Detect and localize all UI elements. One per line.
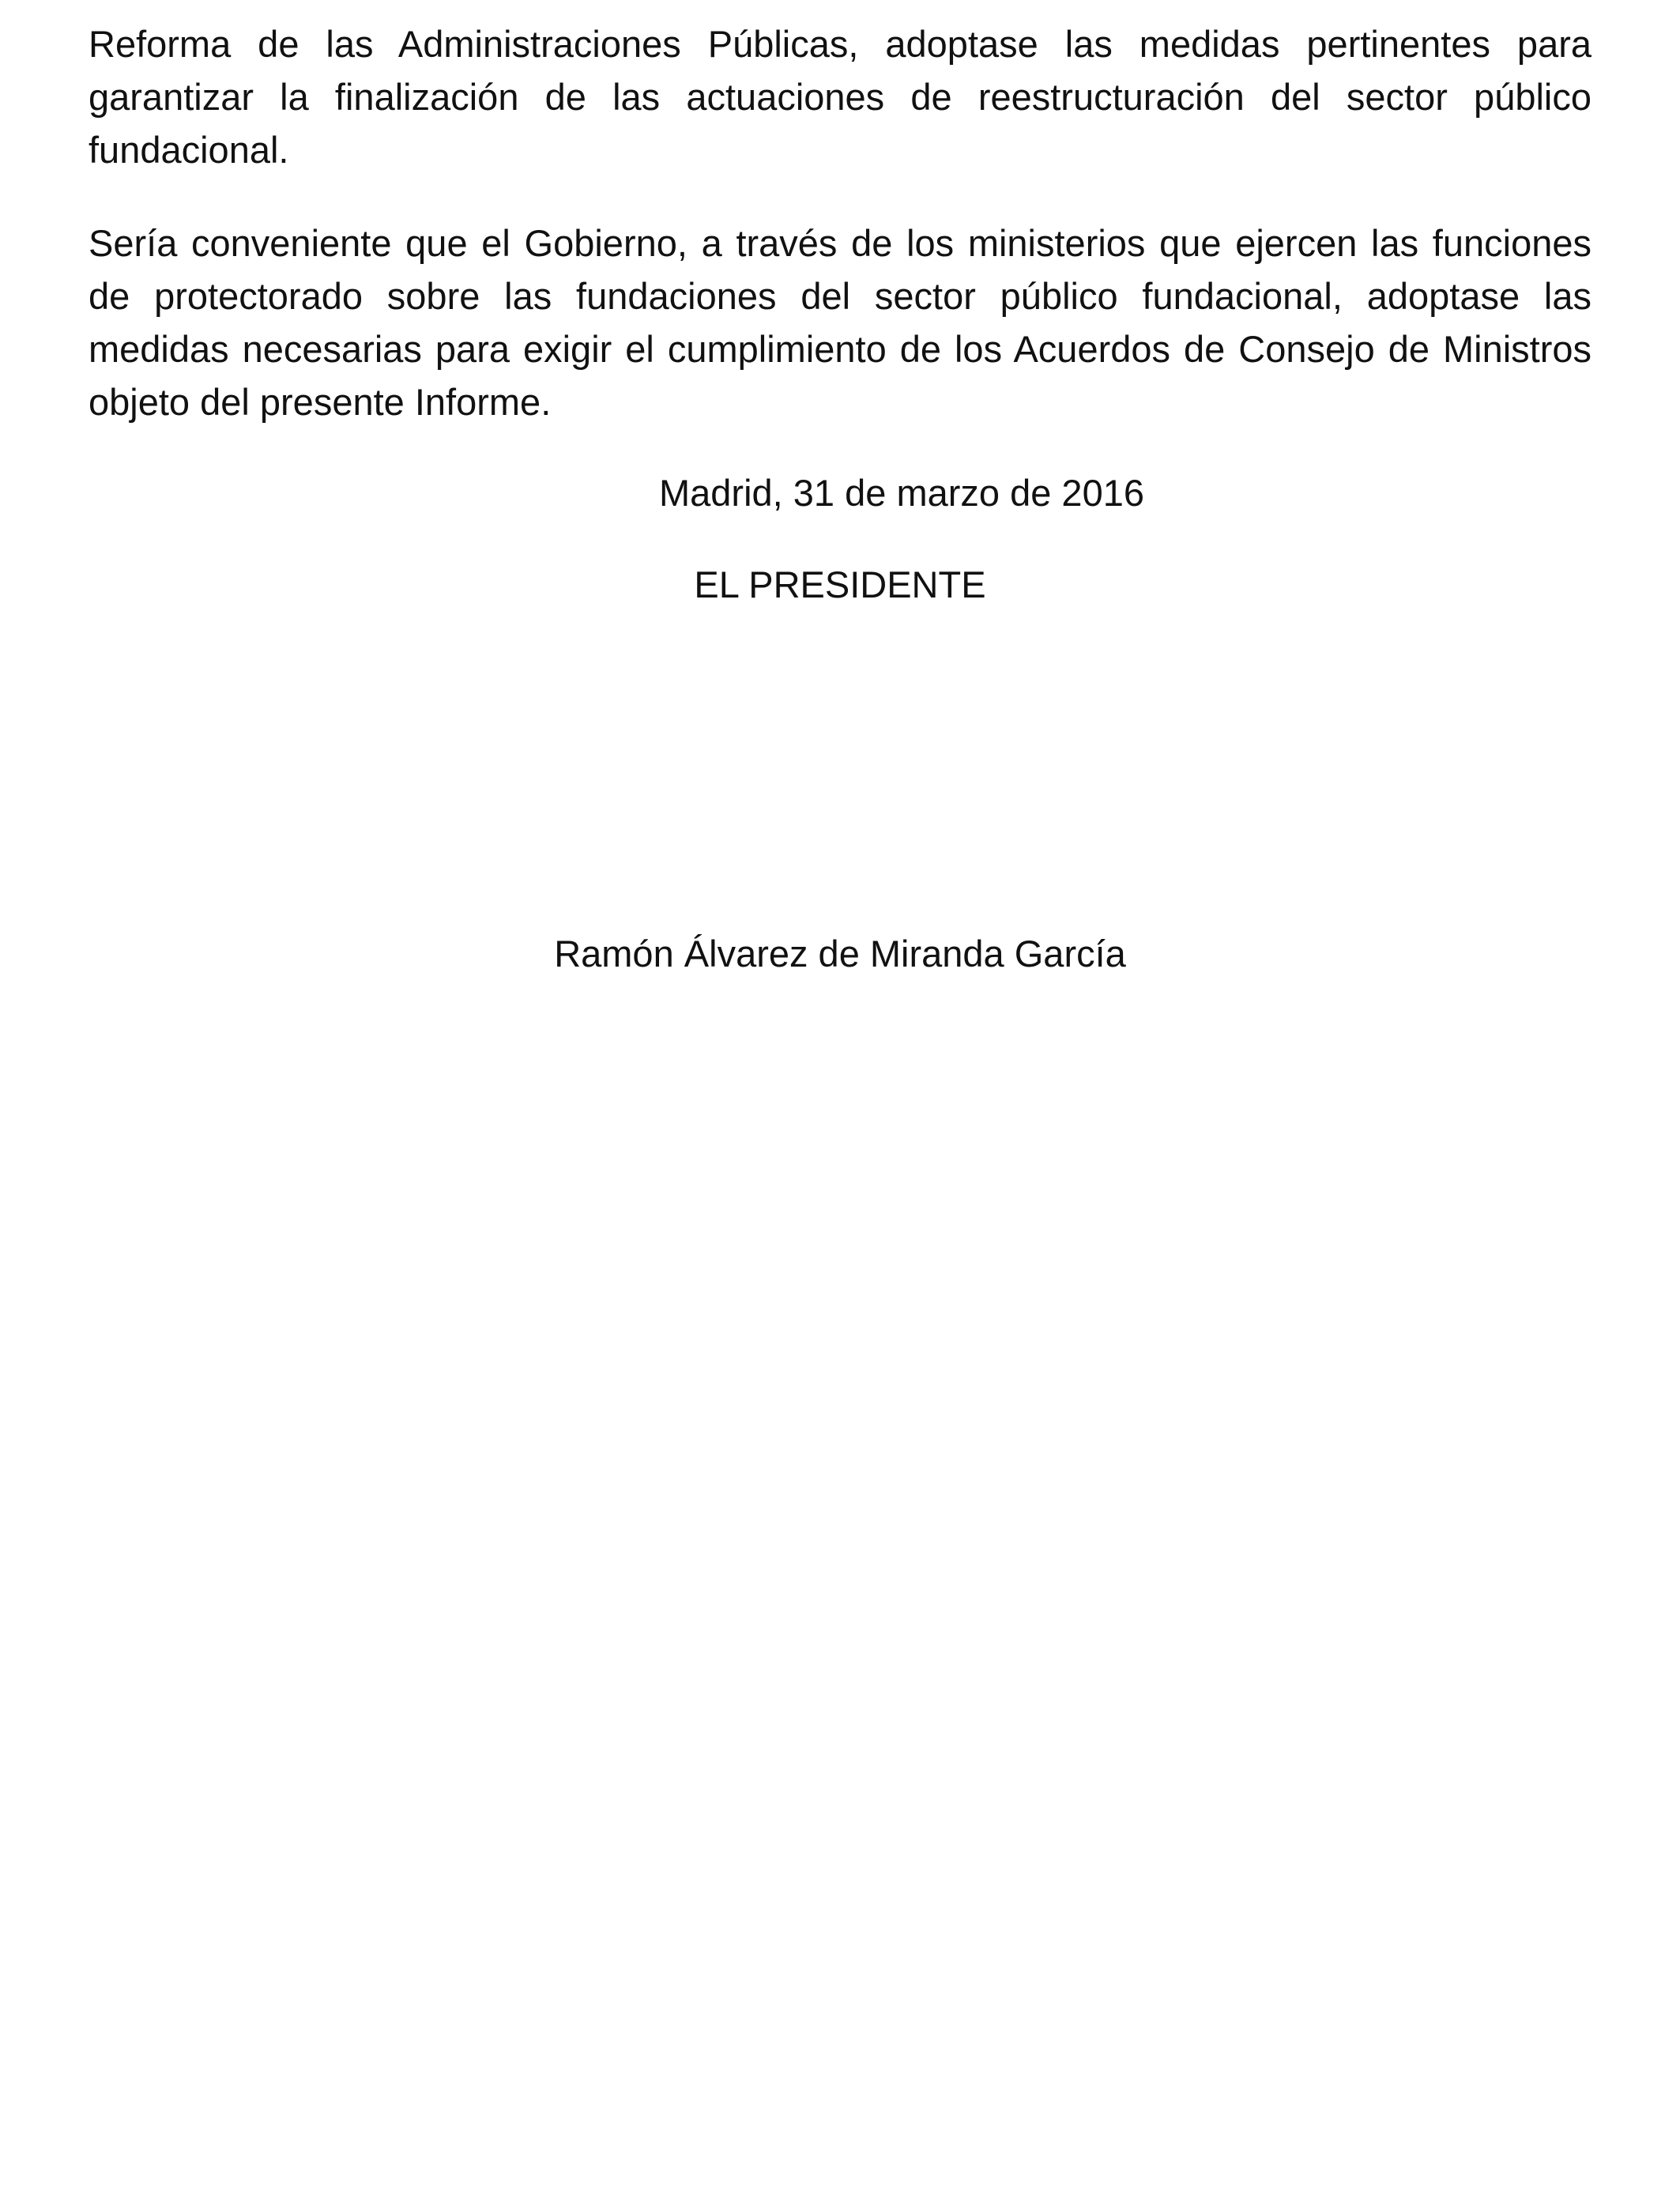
signer-title: EL PRESIDENTE (694, 564, 986, 605)
place-date: Madrid, 31 de marzo de 2016 (659, 472, 1144, 514)
body-paragraph-2: Sería conveniente que el Gobierno, a través de los ministerios que ejercen las funciones de protectorado sobre las fundaciones del sector público fundacional, adoptase las medidas necesarias para exigir el cumplimiento de los Acuerdos de Consejo de Ministros objeto del presente Informe. (89, 222, 1591, 423)
signer-name: Ramón Álvarez de Miranda García (554, 933, 1126, 974)
body-paragraph-1: Reforma de las Administraciones Públicas, adoptase las medidas pertinentes para garantizar la finalización de las actuaciones de reestructuración del sector público fundacional. (89, 23, 1591, 171)
